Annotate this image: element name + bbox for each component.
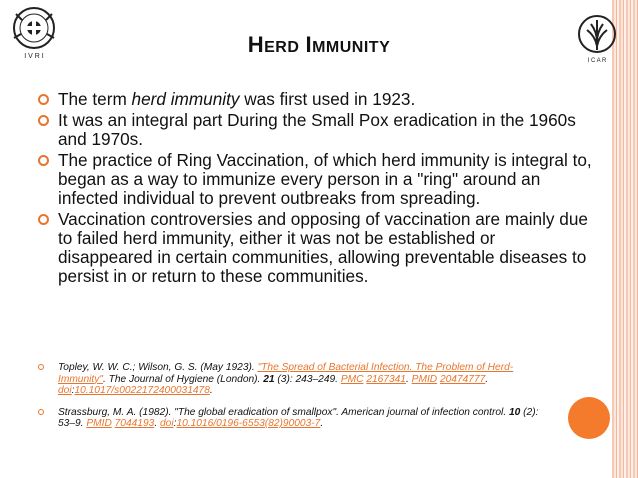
- doi-link[interactable]: doi: [159, 418, 174, 429]
- icar-logo-text: I C A R: [587, 58, 607, 64]
- bullet-text: The practice of Ring Vaccination, of which herd immunity is integral to, began as a way to immunize every person in a "ring" around an infected individual to prevent outbreaks from spreading.: [58, 150, 592, 208]
- doi-link[interactable]: doi: [58, 385, 72, 396]
- bullet-item: [38, 111, 593, 149]
- doi-id-link[interactable]: 10.1016/0196-6553(82)90003-7: [176, 418, 321, 429]
- ivri-logo-text: I V R I: [24, 53, 44, 60]
- reference-bullet-icon: [38, 364, 44, 370]
- pmc-link[interactable]: PMC: [340, 373, 364, 385]
- slide-title: [0, 32, 638, 58]
- title-rest-mmunity: MMUNITY: [312, 39, 391, 56]
- pmc-id-link[interactable]: 2167341: [366, 373, 406, 385]
- bullet-list: [38, 90, 593, 288]
- pmid-id-link[interactable]: 20474777: [439, 373, 486, 385]
- reference-volume: 10: [508, 406, 521, 418]
- reference-item: Topley, W. W. C.; Wilson, G. S. (May 1923). "The Spread of Bacterial Infection. The Problem of Herd-Immunity". The Journal of Hygiene (London). 21 (3): 243–249. PMC 2167341. PMID 20474777. doi:10.1017/s0022172400031478.: [38, 362, 558, 397]
- bullet-circle-icon: [38, 155, 49, 166]
- pmid-id-link[interactable]: 7044193: [114, 418, 155, 429]
- reference-authors: Topley, W. W. C.; Wilson, G. S. (May 1923).: [58, 362, 258, 373]
- bullet-emphasis: herd immunity: [131, 89, 240, 109]
- bullet-item: [38, 210, 593, 286]
- reference-journal: . The Journal of Hygiene (London).: [102, 373, 264, 385]
- bullet-circle-icon: [38, 94, 49, 105]
- doi-id-link[interactable]: 10.1017/s0022172400031478: [74, 385, 210, 396]
- decorative-orange-circle: [568, 397, 610, 439]
- reference-volume: 21: [263, 373, 275, 385]
- bullet-circle-icon: [38, 214, 49, 225]
- bullet-text: Vaccination controversies and opposing of vaccination are mainly due to failed herd immunity, either it was not be established or disappeared in certain communities, allowing preventable diseases to persist in or return to these communities.: [58, 209, 588, 286]
- bullet-item: [38, 90, 593, 109]
- reference-issue: (2): 53–9.: [58, 406, 539, 429]
- reference-bullet-icon: [38, 409, 44, 415]
- title-cap-i: I: [305, 32, 313, 57]
- bullet-item: [38, 151, 593, 208]
- reference-list: [38, 362, 558, 440]
- decorative-side-stripes: [612, 0, 638, 478]
- pmid-link[interactable]: PMID: [86, 418, 112, 429]
- bullet-circle-icon: [38, 115, 49, 126]
- reference-issue: (3): 243–249.: [274, 373, 341, 385]
- reference-item: Strassburg, M. A. (1982). "The global eradication of smallpox". American journal of infection control. 10 (2): 53–9. PMID 7044193. doi:10.1016/0196-6553(82)90003-7.: [38, 407, 558, 430]
- bullet-text: was first used in 1923.: [239, 89, 416, 109]
- bullet-text: It was an integral part During the Small Pox eradication in the 1960s and 1970s.: [58, 110, 576, 149]
- reference-title-link[interactable]: "The Spread of Bacterial Infection. The Problem of Herd-Immunity": [58, 362, 514, 385]
- title-rest-erd: ERD: [264, 39, 300, 56]
- reference-authors: Strassburg, M. A. (1982). "The global eradication of smallpox". American journal of infection control.: [58, 406, 509, 418]
- pmid-link[interactable]: PMID: [411, 373, 438, 385]
- title-cap-h: H: [247, 32, 265, 57]
- bullet-text: The term: [58, 89, 132, 109]
